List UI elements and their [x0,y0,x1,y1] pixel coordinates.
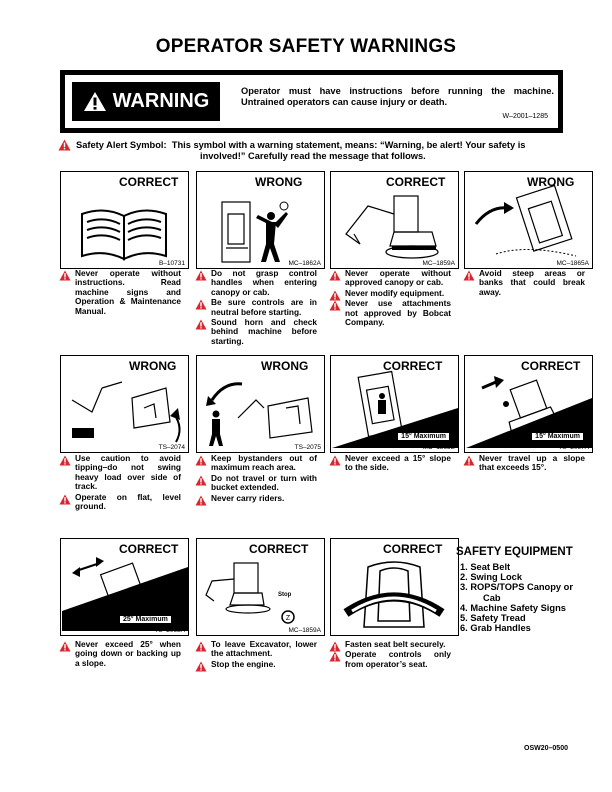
warning-note [195,298,317,317]
equipment-item: 5. Safety Tread [460,613,526,624]
alert-triangle-icon [329,300,341,311]
panel-verdict: CORRECT [249,542,309,556]
alert-triangle-icon [329,270,341,281]
panel-notes [59,454,181,512]
warning-note [59,269,181,316]
illustration-panel [196,538,325,636]
warning-note-text: Use caution to avoid tipping–do not swing heavy load over side of track. [75,453,181,492]
warning-note-text: Operate controls only from operator’s seat. [345,649,451,669]
panel-verdict: CORRECT [119,542,179,556]
warning-note-text: Never operate without approved canopy or cab. [345,268,451,288]
alert-line-1: This symbol with a warning statement, means: “Warning, be alert! Your safety is [171,140,526,150]
alert-triangle-icon [195,319,207,330]
alert-triangle-icon [195,495,207,506]
alert-triangle-icon [329,651,341,662]
equipment-item: Cab [483,592,501,603]
warning-note-text: Stop the engine. [211,658,276,669]
warning-badge [72,82,220,121]
alert-triangle-icon [195,661,207,672]
illustration-panel [196,171,325,269]
warning-note [195,494,317,503]
warning-note [195,269,317,297]
equipment-item: 2. Swing Lock [460,572,522,583]
panel-verdict: WRONG [255,175,303,189]
illustration [62,368,188,453]
illustration [62,184,188,269]
figure-code: MC–1859A [288,627,321,634]
warning-note [329,269,451,288]
alert-triangle-icon [59,270,71,281]
illustration-panel [464,171,593,269]
illustration-panel [330,355,459,453]
warning-note-text: Operate on flat, level ground. [75,491,181,512]
alert-line-2: involved!” Carefully read the message that follows. [200,151,426,161]
warning-note-text: Never use attachments not approved by Bobcat Company. [345,298,451,328]
warning-note [329,289,451,298]
panel-verdict: CORRECT [119,175,179,189]
warning-note [59,640,181,668]
slope-label: 15° Maximum [531,432,584,441]
warning-note-text: Fasten seat belt securely. [345,639,446,649]
warning-triangle-icon [83,91,107,112]
illustration-panel [464,355,593,453]
stop-label: Stop [278,592,292,598]
panel-verdict: CORRECT [383,542,443,556]
safety-equipment-heading: SAFETY EQUIPMENT [456,546,573,558]
warning-note-text: Be sure controls are in neutral before starting. [211,297,317,317]
alert-triangle-icon [195,641,207,652]
warning-code: W–2001–1285 [502,113,548,120]
warning-badge-label: WARNING [112,90,210,112]
alert-triangle-icon [463,270,475,281]
warning-note-text: Never travel up a slope that exceeds 15°. [479,453,585,473]
figure-code: TS–2068A [154,627,185,634]
figure-code: MC–1859A [422,260,455,267]
illustration [198,184,324,269]
illustration [332,184,458,269]
warning-note-text: Never exceed 25° when going down or backing up a slope. [75,639,181,668]
warning-note [329,454,451,473]
figure-code: MC–1865B [422,444,455,451]
warning-note [195,454,317,473]
alert-triangle-icon [329,455,341,466]
warning-note-text: Do not grasp control handles when entering canopy or cab. [211,268,317,297]
illustration-panel [60,171,189,269]
warning-text: Operator must have instructions before running the machine. Untrained operators can cause injury or death. [241,86,554,107]
warning-note [463,454,585,473]
equipment-item: 6. Grab Handles [460,623,531,634]
alert-triangle-icon [195,455,207,466]
warning-note [59,454,181,492]
alert-triangle-icon [59,494,71,505]
illustration-panel [330,538,459,636]
alert-triangle-icon [59,455,71,466]
panel-notes [59,640,181,669]
illustration-panel [60,355,189,453]
figure-code: MC–1865A [556,260,589,267]
illustration-panel [196,355,325,453]
safety-alert-statement [58,140,568,162]
warning-note-text: Keep bystanders out of maximum reach area. [211,453,317,473]
illustration [332,551,458,636]
panel-verdict: CORRECT [383,359,443,373]
page-title: OPERATOR SAFETY WARNINGS [155,36,457,57]
panel-verdict: WRONG [527,175,575,189]
warning-note [195,318,317,346]
equipment-item: 3. ROPS/TOPS Canopy or [460,582,573,593]
alert-label: Safety Alert Symbol: [76,140,167,150]
svg-text:Z: Z [285,615,291,622]
warning-note-text: Never carry riders. [211,492,285,503]
warning-note-text: Avoid steep areas or banks that could break away. [479,268,585,297]
equipment-item: 4. Machine Safety Signs [460,602,566,613]
warning-note [329,640,451,649]
alert-triangle-icon [195,270,207,281]
illustration [198,368,324,453]
illustration [198,551,324,636]
warning-box [60,70,563,133]
warning-note-text: Never operate without instructions. Read machine signs and Operation & Maintenance Manual. [75,268,181,316]
warning-note [195,474,317,493]
panel-notes [195,269,317,347]
figure-code: B–10731 [158,260,185,267]
warning-note-text: Never modify equipment. [345,287,445,298]
figure-code: TS–2067A [558,444,589,451]
panel-notes [195,640,317,670]
slope-label: 25° Maximum [119,615,172,624]
alert-triangle-icon [463,455,475,466]
panel-notes [59,269,181,317]
figure-code: TS–2074 [158,444,185,451]
warning-note [329,650,451,669]
alert-triangle-icon [58,139,71,151]
slope-label: 15° Maximum [397,432,450,441]
warning-note-text: Sound horn and check behind machine before starting. [211,317,317,346]
warning-note [463,269,585,297]
figure-code: MC–1862A [288,260,321,267]
warning-note [195,640,317,659]
illustration-panel [60,538,189,636]
panel-verdict: WRONG [261,359,309,373]
panel-notes [329,269,451,328]
alert-triangle-icon [195,299,207,310]
equipment-item: 1. Seat Belt [460,562,511,572]
safety-equipment-list [460,562,573,633]
warning-note-text: To leave Excavator, lower the attachment. [211,639,317,659]
panel-notes [463,454,585,474]
panel-verdict: CORRECT [521,359,581,373]
footer-code: OSW20–0500 [524,745,568,752]
panel-verdict: CORRECT [386,175,446,189]
alert-triangle-icon [59,641,71,652]
panel-notes [195,454,317,504]
illustration [466,184,592,269]
illustration-panel [330,171,459,269]
alert-triangle-icon [195,475,207,486]
panel-notes [329,640,451,670]
panel-verdict: WRONG [129,359,177,373]
figure-code: TS–2075 [294,444,321,451]
warning-note [59,493,181,512]
warning-note [329,299,451,327]
panel-notes [329,454,451,474]
warning-note-text: Never exceed a 15° slope to the side. [345,453,451,473]
warning-note-text: Do not travel or turn with bucket extended. [211,472,317,493]
warning-note [195,660,317,669]
panel-notes [463,269,585,298]
